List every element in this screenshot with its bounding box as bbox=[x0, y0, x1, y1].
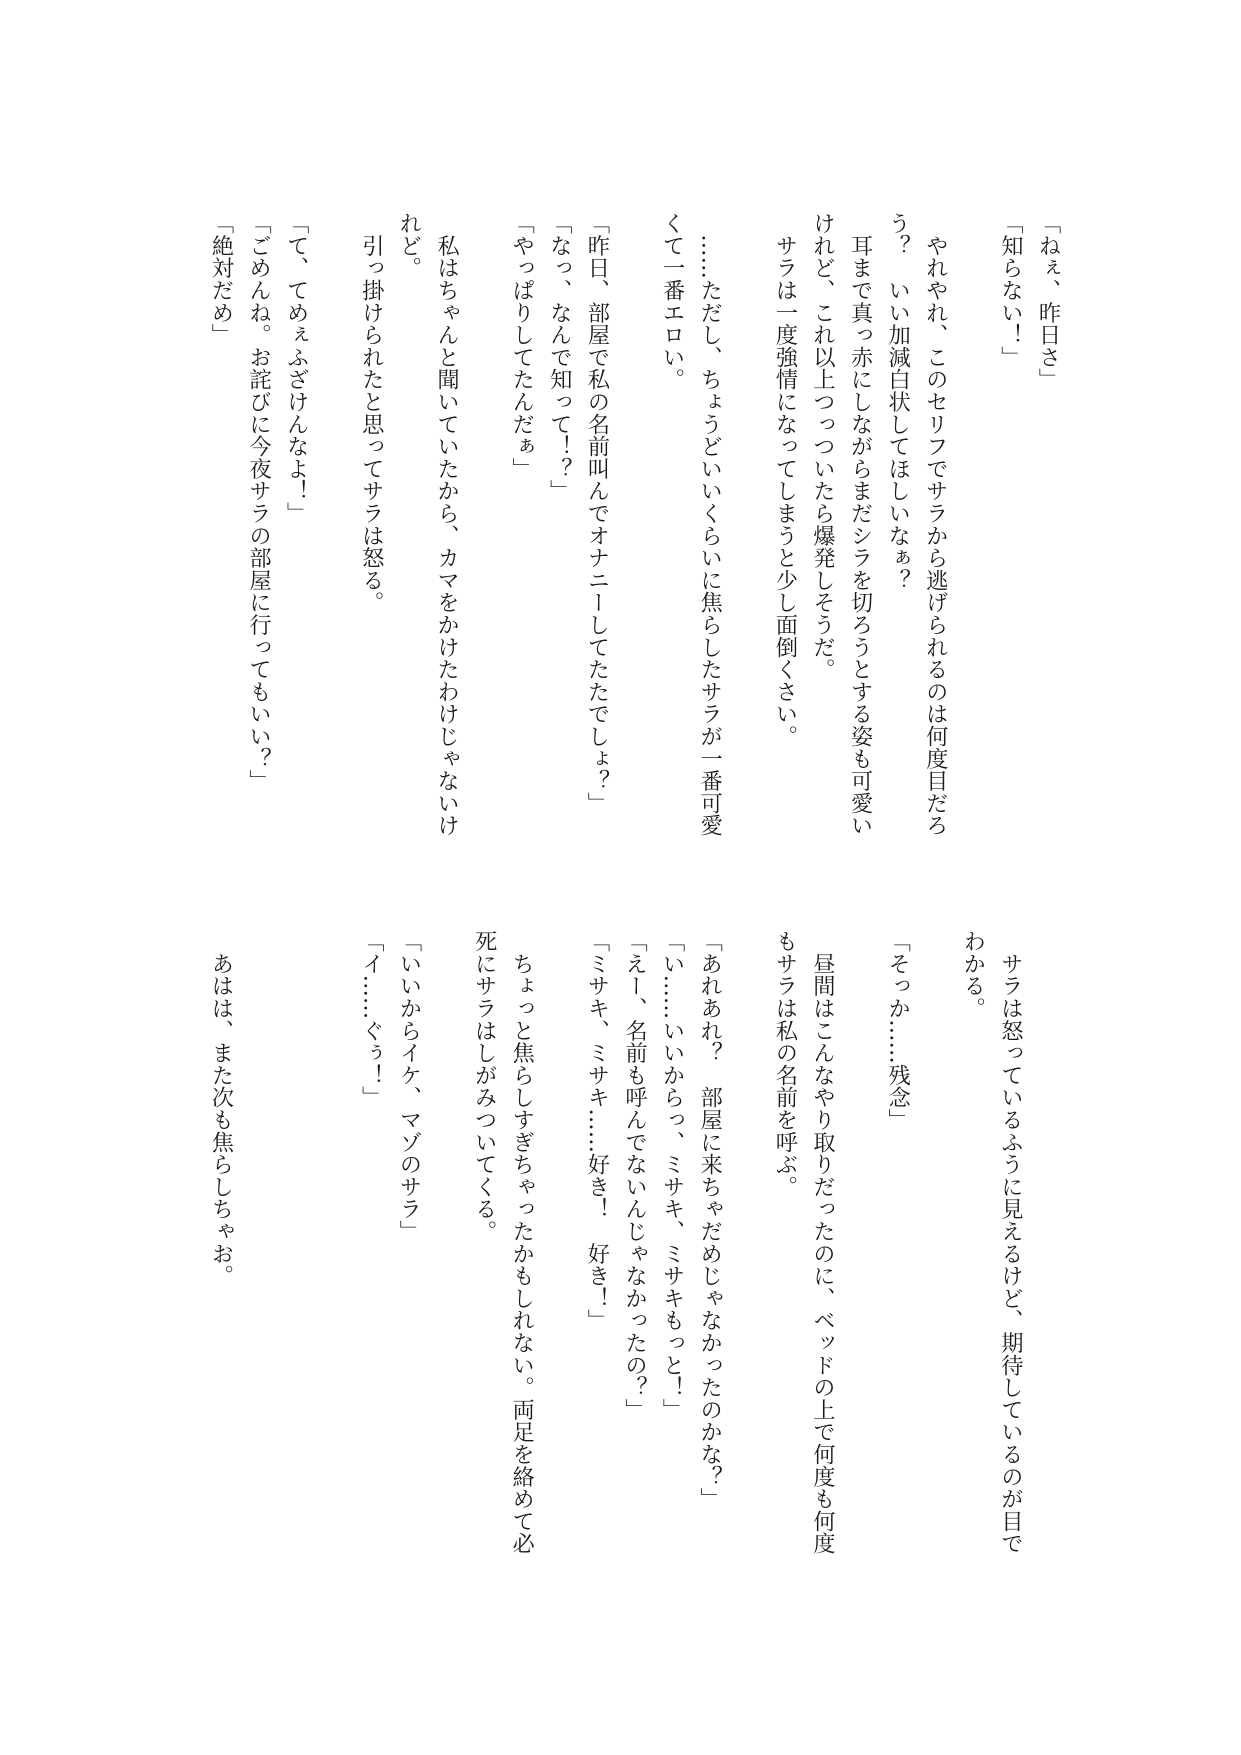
text-line: 「やっぱりしてたんだぁ」 bbox=[508, 212, 535, 480]
text-line: 死にサラはしがみついてくる。 bbox=[471, 930, 498, 1243]
text-line: サラは怒っているふうに見えるけど、期待しているのが目で bbox=[997, 930, 1024, 1555]
text-line: けれど、これ以上つっついたら爆発しそうだ。 bbox=[809, 212, 836, 681]
blank-line bbox=[1028, 930, 1066, 1560]
text-line: う？ いい加減白状してほしいなぁ？ bbox=[884, 212, 911, 592]
text-line: やれやれ、このセリフでサラから逃げられるのは何度目だろ bbox=[922, 212, 949, 837]
blank-line bbox=[427, 930, 465, 1560]
text-line: 「ミサキ、ミサキ……好き！ 好き！」 bbox=[583, 930, 610, 1332]
text-line: 私はちゃんと聞いていたから、カマをかけたわけじゃないけ bbox=[433, 212, 460, 837]
text-line: 昼間はこんなやり取りだったのに、ベッドの上で何度も何度 bbox=[809, 930, 836, 1555]
text-line: 「ごめんね。お詫びに今夜サラの部屋に行ってもいい？」 bbox=[245, 212, 272, 792]
top-text-block bbox=[201, 212, 1066, 842]
text-line: 「いいからイケ、マゾのサラ」 bbox=[395, 930, 422, 1243]
text-line: 「知らない！」 bbox=[997, 212, 1024, 369]
blank-line bbox=[314, 212, 352, 842]
text-line: ……ただし、ちょうどいいくらいに焦らしたサラが一番可愛 bbox=[696, 212, 723, 837]
text-line: 「なっ、なんで知って！？」 bbox=[546, 212, 573, 502]
blank-line bbox=[239, 930, 277, 1560]
blank-line bbox=[465, 212, 503, 842]
text-line: くて一番エロい。 bbox=[659, 212, 686, 391]
blank-line bbox=[314, 930, 352, 1560]
text-line: ちょっと焦らしすぎちゃったかもしれない。両足を絡めて必 bbox=[508, 930, 535, 1555]
blank-line bbox=[615, 212, 653, 842]
text-line: 耳まで真っ赤にしながらまだシラを切ろうとする姿も可愛い bbox=[847, 212, 874, 837]
text-line: 「ねぇ、昨日さ」 bbox=[1035, 212, 1061, 391]
text-line: サラは一度強情になってしまうと少し面倒くさい。 bbox=[771, 212, 798, 748]
text-line: 「昨日、部屋で私の名前叫んでオナニーしてたたでしょ？」 bbox=[583, 212, 610, 815]
text-line: 「えー、名前も呼んでないんじゃなかったの？」 bbox=[621, 930, 648, 1421]
text-line: もサラは私の名前を呼ぶ。 bbox=[771, 930, 798, 1198]
blank-line bbox=[728, 930, 766, 1560]
blank-line bbox=[728, 212, 766, 842]
text-line: れど。 bbox=[395, 212, 422, 279]
text-line: 「絶対だめ」 bbox=[207, 212, 234, 346]
bottom-text-block bbox=[201, 930, 1066, 1560]
text-line: 「あれあれ？ 部屋に来ちゃだめじゃなかったのかな？」 bbox=[696, 930, 723, 1510]
text-line: 引っ掛けられたと思ってサラは怒る。 bbox=[358, 212, 385, 614]
blank-line bbox=[540, 930, 578, 1560]
text-line: 「イ……ぐぅ！」 bbox=[358, 930, 385, 1109]
text-line: あはは、また次も焦らしちゃお。 bbox=[207, 930, 234, 1287]
blank-line bbox=[840, 930, 878, 1560]
text-line: わかる。 bbox=[959, 930, 986, 1020]
blank-line bbox=[953, 212, 991, 842]
text-line: 「い……いいからっ、ミサキ、ミサキもっと！」 bbox=[659, 930, 686, 1421]
blank-line bbox=[916, 930, 954, 1560]
blank-line bbox=[277, 930, 315, 1560]
text-line: 「て、てめぇふざけんなよ！」 bbox=[283, 212, 310, 525]
text-line: 「そっか……残念」 bbox=[884, 930, 911, 1131]
